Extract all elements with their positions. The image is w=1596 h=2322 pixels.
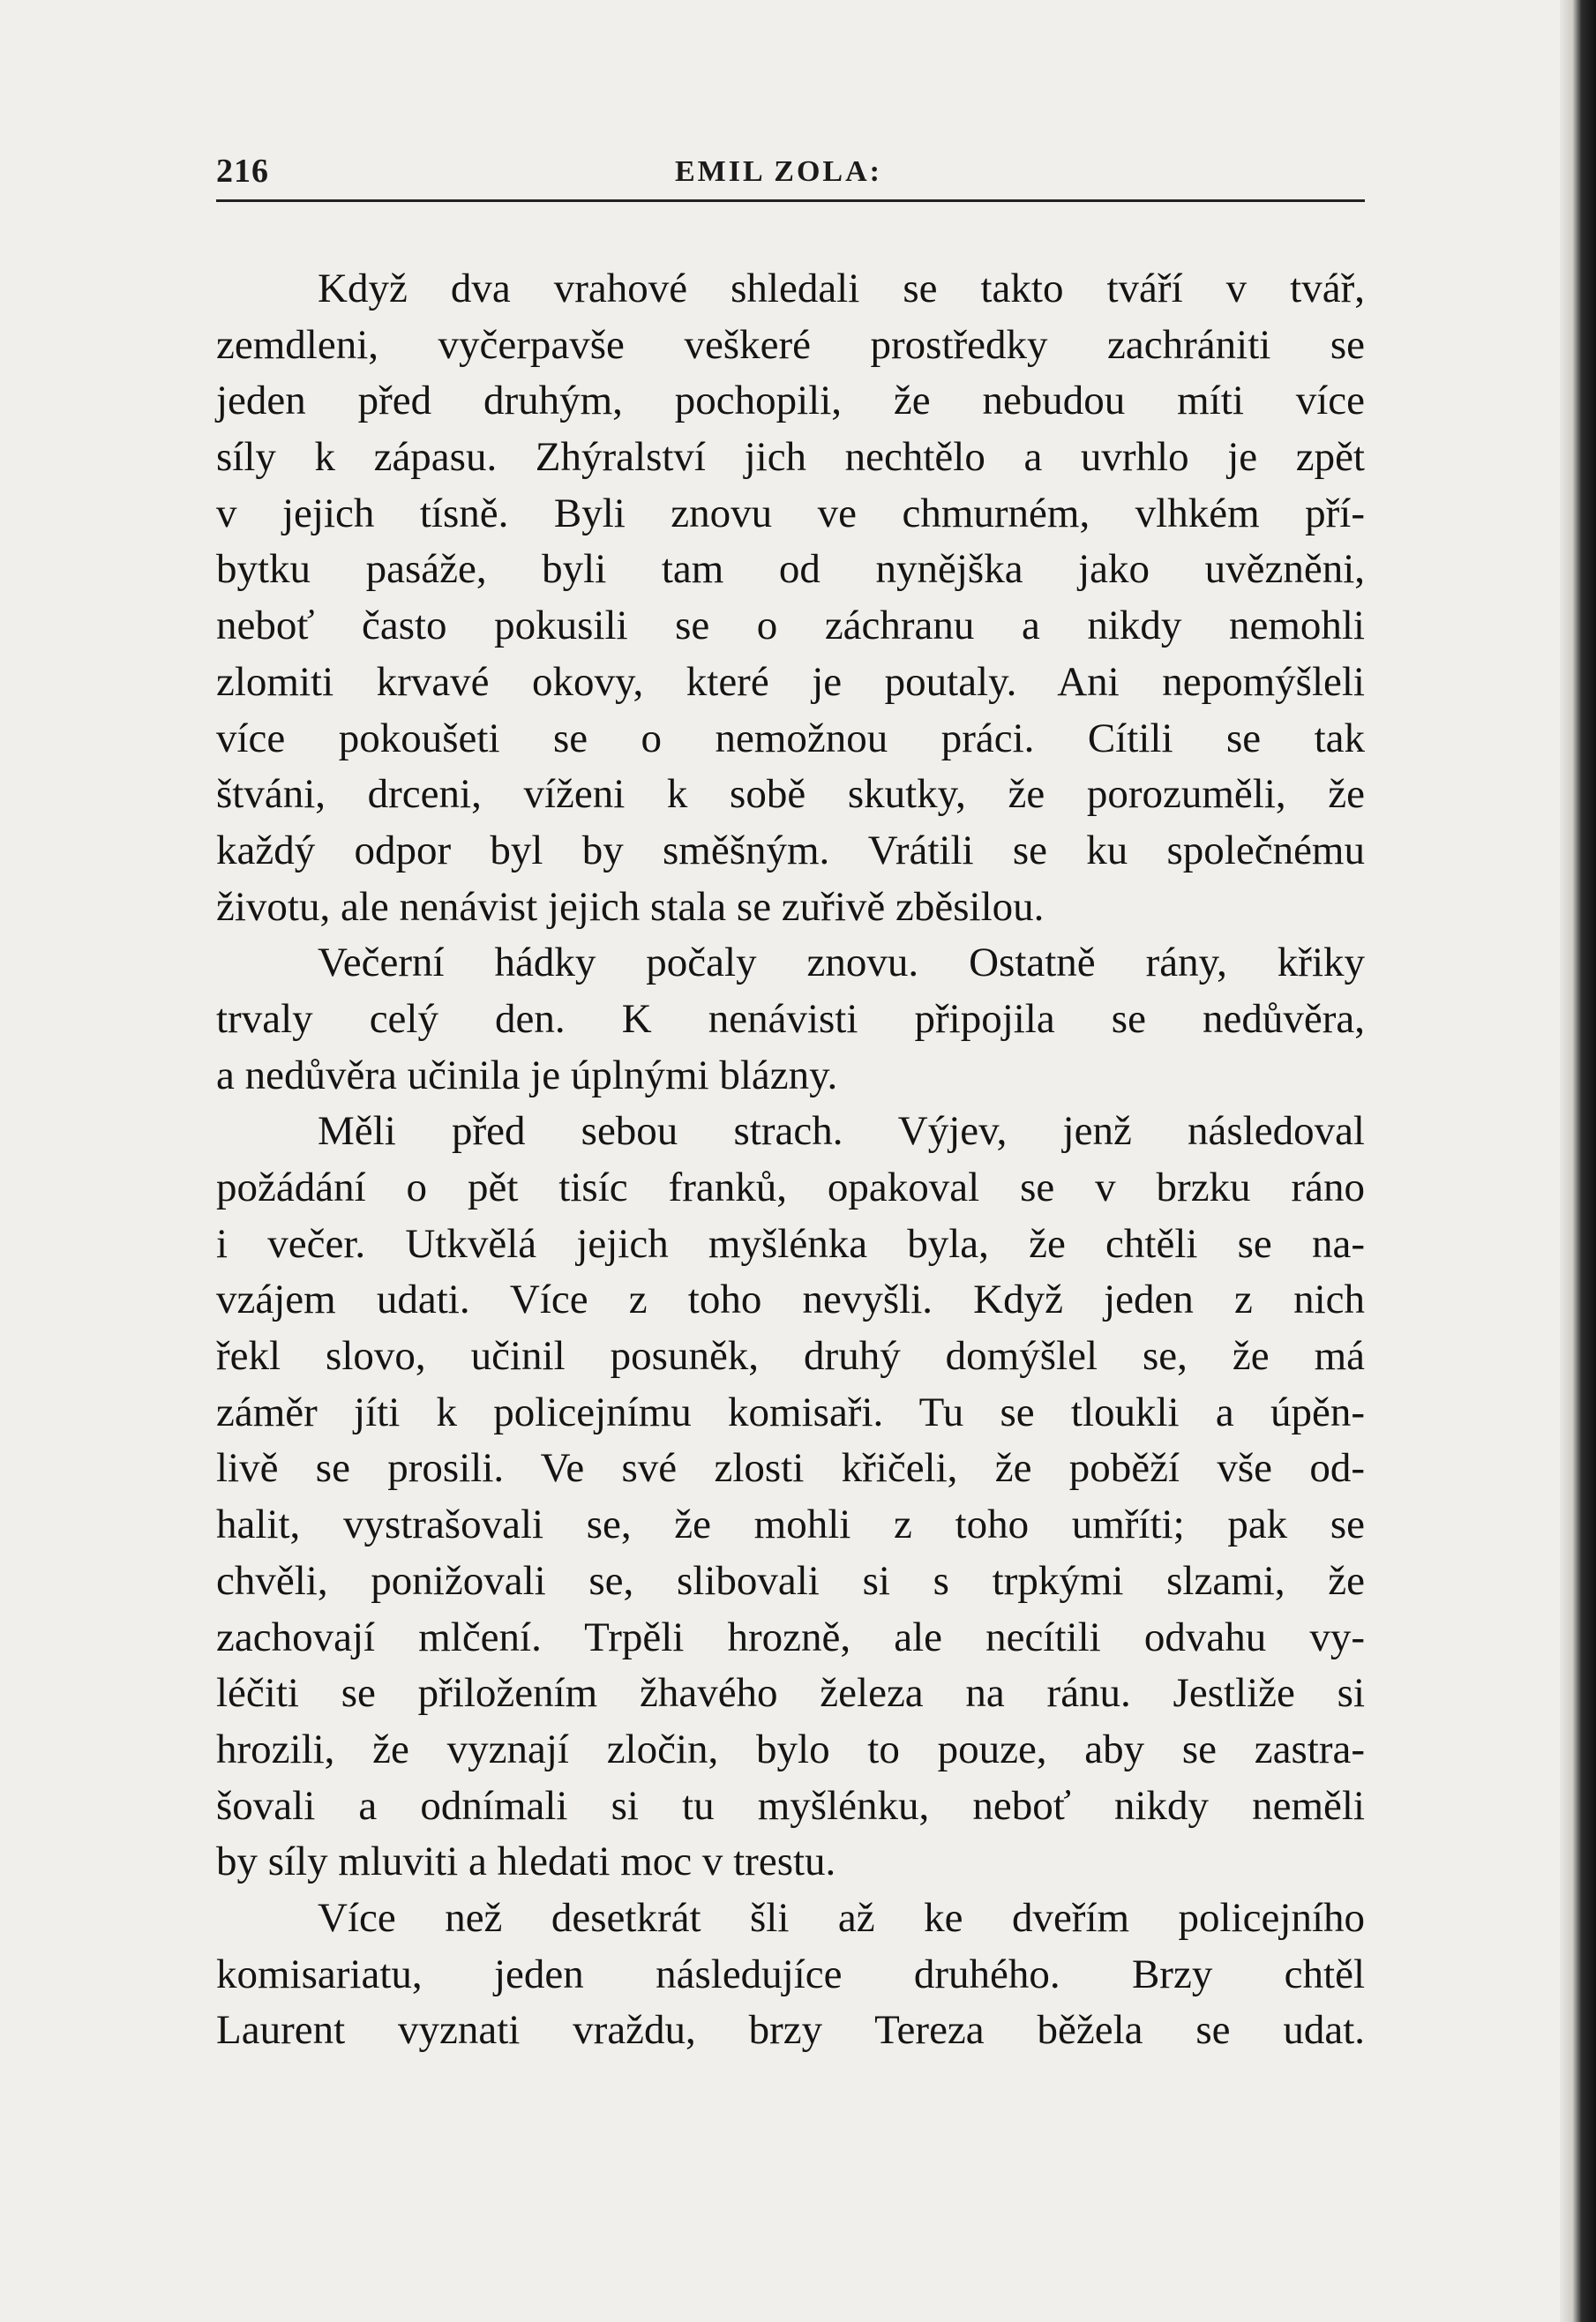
text-line: trvaly celý den. K nenávisti připojila se nedůvěra, [216,995,1365,1042]
paragraph-2 [216,935,1365,1104]
text-line: zemdleni, vyčerpavše veškeré prostředky zachrániti se [216,321,1365,368]
page-header [216,148,1365,202]
text-line: síly k zápasu. Zhýralství jich nechtělo a uvrhlo je zpět [216,434,1365,481]
text-line: zlomiti krvavé okovy, které je poutaly. Ani nepomýšleli [216,658,1365,705]
text-line: Večerní hádky počaly znovu. Ostatně rány, křiky [318,940,1365,986]
text-line: livě se prosili. Ve své zlosti křičeli, že poběží vše od- [216,1445,1365,1492]
paragraph-1 [216,261,1365,935]
text-line: vzájem udati. Více z toho nevyšli. Když jeden z nich [216,1277,1365,1323]
text-line: každý odpor byl by směšným. Vrátili se ku společnému [216,827,1365,873]
page-number: 216 [216,153,269,190]
text-line: hrozili, že vyznají zločin, bylo to pouze, aby se zastra- [216,1726,1365,1772]
text-line: i večer. Utkvělá jejich myšlénka byla, že chtěli se na- [216,1220,1365,1267]
text-line: záměr jíti k policejnímu komisaři. Tu se tloukli a úpěn- [216,1389,1365,1435]
text-line: Laurent vyznati vraždu, brzy Tereza běžela se udat. [216,2007,1365,2054]
running-head: EMIL ZOLA: [675,155,882,188]
text-line: šovali a odnímali si tu myšlénku, neboť nikdy neměli [216,1782,1365,1829]
text-line: chvěli, ponižovali se, slibovali si s trpkými slzami, že [216,1557,1365,1604]
text-line: zachovají mlčení. Trpěli hrozně, ale necítili odvahu vy- [216,1614,1365,1660]
paragraph-3 [216,1104,1365,1891]
text-line: v jejich tísně. Byli znovu ve chmurném, vlhkém pří- [216,490,1365,536]
text-line: životu, ale nenávist jejich stala se zuřivě zběsilou. [216,883,1045,930]
text-line: halit, vystrašovali se, že mohli z toho umříti; pak se [216,1502,1365,1548]
text-line: řekl slovo, učinil posuněk, druhý domýšlel se, že má [216,1333,1365,1380]
text-line: léčiti se přiložením žhavého železa na ránu. Jestliže si [216,1670,1365,1717]
text-line: štváni, drceni, víženi k sobě skutky, že porozuměli, že [216,771,1365,818]
text-line: Měli před sebou strach. Výjev, jenž následoval [318,1108,1365,1155]
body-text [216,261,1365,2059]
book-spine-edge [1560,0,1596,2322]
text-line: Více než desetkrát šli až ke dveřím policejního [318,1894,1365,1941]
text-line: komisariatu, jeden následujíce druhého. Brzy chtěl [216,1951,1365,1997]
text-line: neboť často pokusili se o záchranu a nikdy nemohli [216,603,1365,649]
text-line: Když dva vrahové shledali se takto tváří v tvář, [318,266,1365,311]
text-line: více pokoušeti se o nemožnou práci. Cítili se tak [216,715,1365,761]
paragraph-4 [216,1891,1365,2059]
text-line: požádání o pět tisíc franků, opakoval se v brzku ráno [216,1165,1365,1210]
text-line: a nedůvěra učinila je úplnými blázny. [216,1052,838,1098]
text-line: jeden před druhým, pochopili, že nebudou míti více [216,378,1365,424]
text-line: bytku pasáže, byli tam od nynějška jako uvězněni, [216,546,1365,593]
text-line: by síly mluviti a hledati moc v trestu. [216,1839,836,1885]
